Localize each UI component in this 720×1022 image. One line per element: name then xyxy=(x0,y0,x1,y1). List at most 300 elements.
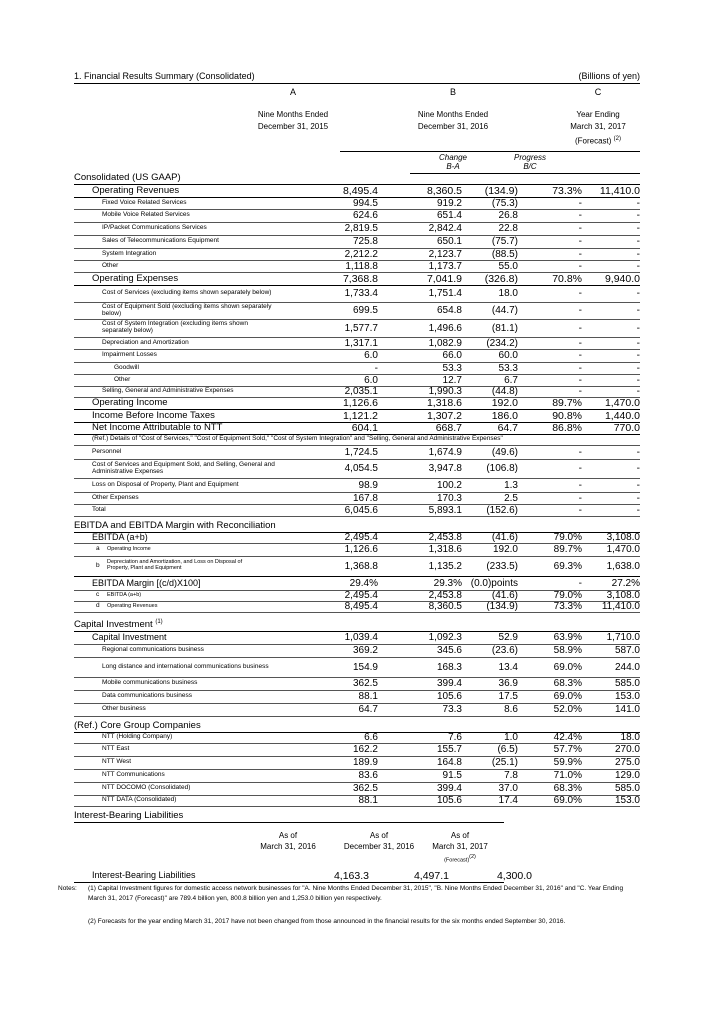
cell-c: (326.8) xyxy=(484,272,518,285)
cell-d: 89.7% xyxy=(553,544,582,555)
cell-e: 270.0 xyxy=(614,744,640,755)
cell-d: 73.3% xyxy=(553,601,582,612)
cell-b: 1,751.4 xyxy=(428,288,462,299)
ibl-head-1-line2: March 31, 2016 xyxy=(260,842,316,851)
row-label: Operating Revenues xyxy=(92,184,180,196)
table-row-operating-revenues xyxy=(74,184,640,198)
row-label: System Integration xyxy=(102,249,157,257)
cell-e: 585.0 xyxy=(614,678,640,689)
cell-a: 98.9 xyxy=(358,479,378,491)
cell-c: 6.7 xyxy=(504,374,518,386)
cell-d: - xyxy=(578,386,582,397)
cell-b: 91.5 xyxy=(442,770,462,781)
cell-e: - xyxy=(636,350,640,361)
cell-d: 63.9% xyxy=(553,632,582,643)
cell-d: 79.0% xyxy=(553,532,582,543)
title-rule xyxy=(74,83,640,84)
progress-formula: B/C xyxy=(523,162,537,171)
notes-prefix: Notes: xyxy=(58,885,77,892)
period-a-line2: December 31, 2015 xyxy=(257,122,329,131)
cell-e: - xyxy=(636,210,640,221)
table-row-cost-of-system-integration-excluding-ite xyxy=(74,319,640,338)
table-row-long-distance-and-international-communic xyxy=(74,657,640,678)
cell-c: (234.2) xyxy=(486,337,518,349)
cell-e: 770.0 xyxy=(613,422,640,434)
row-label: NTT East xyxy=(102,745,130,753)
cell-e: - xyxy=(636,374,640,386)
cell-e: 141.0 xyxy=(614,704,640,715)
table-row-personnel xyxy=(74,445,640,460)
cell-b: 1,496.6 xyxy=(428,322,462,334)
page-title: 1. Financial Results Summary (Consolidated) xyxy=(74,71,255,81)
cell-e: 11,410.0 xyxy=(601,601,640,612)
cell-d: 69.0% xyxy=(553,691,582,702)
cell-b: 53.3 xyxy=(442,362,462,374)
column-letter-c: C xyxy=(594,87,602,97)
section-consolidated-label xyxy=(74,172,181,183)
table-row-ntt-docomo-consolidated xyxy=(74,782,640,796)
cell-b: 3,947.8 xyxy=(428,463,462,474)
note-2: (2) Forecasts for the year ending March 31, 2017 have not been changed from those announced in the financial results for the six months ended September 30, 2016. xyxy=(88,918,566,925)
row-label: NTT DOCOMO (Consolidated) xyxy=(102,784,191,792)
cell-c: 55.0 xyxy=(498,260,518,272)
cell-c: (23.6) xyxy=(491,645,518,656)
table-row-data-communications-business xyxy=(74,690,640,704)
column-period-a xyxy=(228,109,358,133)
table-row-capital-investment xyxy=(74,631,640,645)
column-period-c xyxy=(533,109,663,148)
row-label: Other xyxy=(102,261,119,269)
cell-a: 1,126.6 xyxy=(344,544,378,555)
cell-d: 71.0% xyxy=(553,770,582,781)
cell-b: 1,674.9 xyxy=(428,446,462,458)
table-row-cost-of-services-excluding-items-shown-s xyxy=(74,285,640,303)
cell-d: - xyxy=(578,305,582,316)
row-label: Depreciation and Amortization, and Loss on Disposal of Property, Plant and Equipment xyxy=(107,559,243,571)
section-capital-investment-note-mark: (1) xyxy=(155,618,163,625)
cell-b: 1,990.3 xyxy=(428,386,462,397)
cell-c: 192.0 xyxy=(492,544,518,555)
cell-e: - xyxy=(636,322,640,334)
cell-c: (106.8) xyxy=(486,463,518,474)
cell-e: 129.0 xyxy=(614,770,640,781)
cell-b: 100.2 xyxy=(436,479,462,491)
cell-b: 919.2 xyxy=(436,197,462,209)
cell-e: 1,638.0 xyxy=(606,560,640,572)
cell-b: 1,318.6 xyxy=(426,397,462,409)
cell-b: 1,082.9 xyxy=(428,337,462,349)
cell-c: (44.8) xyxy=(491,386,518,397)
period-b-line2: December 31, 2016 xyxy=(417,122,489,131)
cell-d: 86.8% xyxy=(552,422,582,434)
cell-a: 2,035.1 xyxy=(344,386,378,397)
table-row-income-before-income-taxes xyxy=(74,409,640,423)
cell-d: 68.3% xyxy=(553,678,582,689)
cell-b: 668.7 xyxy=(435,422,462,434)
change-formula: B-A xyxy=(446,162,460,171)
row-label: Cost of Equipment Sold (excluding items shown separately below) xyxy=(102,302,272,317)
cell-a: 1,724.5 xyxy=(344,446,378,458)
cell-d: - xyxy=(578,479,582,491)
cell-d: 69.0% xyxy=(553,661,582,673)
cell-d: - xyxy=(578,350,582,361)
cell-a: 8,495.4 xyxy=(344,601,378,612)
cell-c: (44.7) xyxy=(491,305,518,316)
table-row-ebitda-margin-c-d-x100 xyxy=(74,577,640,591)
cell-c: (6.5) xyxy=(497,744,518,755)
cell-c: 36.9 xyxy=(498,678,518,689)
cell-a: 2,819.5 xyxy=(344,223,378,234)
cell-d: - xyxy=(578,197,582,209)
column-period-b xyxy=(388,109,518,133)
cell-a: 88.1 xyxy=(358,795,378,806)
cell-c: 13.4 xyxy=(498,661,518,673)
cell-a: 8,495.4 xyxy=(342,184,378,197)
cell-e: 3,108.0 xyxy=(606,532,640,543)
cell-e: - xyxy=(636,479,640,491)
cell-d: - xyxy=(578,288,582,299)
cell-d: - xyxy=(578,322,582,334)
cell-a: 6.0 xyxy=(364,374,378,386)
cell-b: 654.8 xyxy=(436,305,462,316)
cell-a: 725.8 xyxy=(352,236,378,247)
row-letter: c xyxy=(96,591,100,599)
column-letter-a: A xyxy=(289,87,296,97)
cell-b: 1,307.2 xyxy=(426,409,462,422)
cell-b: 105.6 xyxy=(436,795,462,806)
cell-a: 6.0 xyxy=(364,350,378,361)
cell-a: 1,121.2 xyxy=(342,409,378,422)
cell-c: 1.3 xyxy=(504,479,518,491)
cell-d: - xyxy=(578,223,582,234)
cell-c: 18.0 xyxy=(498,288,518,299)
cell-b: 12.7 xyxy=(442,374,462,386)
row-label: Data communications business xyxy=(102,692,192,700)
cell-b: 164.8 xyxy=(436,757,462,768)
cell-e: 153.0 xyxy=(614,691,640,702)
cell-b: 5,893.1 xyxy=(428,504,462,516)
cell-e: - xyxy=(636,260,640,272)
cell-e: 153.0 xyxy=(614,795,640,806)
ibl-head-3-line2: March 31, 2017 xyxy=(432,842,488,851)
cell-a: 2,495.4 xyxy=(344,532,378,543)
cell-e: 1,440.0 xyxy=(604,409,640,422)
section-capital-investment xyxy=(74,612,640,632)
cell-c: 26.8 xyxy=(498,210,518,221)
period-a-line1: Nine Months Ended xyxy=(257,110,329,119)
cell-c: (75.3) xyxy=(491,197,518,209)
cell-b: 168.3 xyxy=(436,661,462,673)
row-label: Operating Expenses xyxy=(92,272,179,284)
cell-e: 1,470.0 xyxy=(604,397,640,409)
row-label: Mobile Voice Related Services xyxy=(102,211,190,219)
table-row-loss-on-disposal-of-property-plant-and-e xyxy=(74,478,640,493)
cell-b: 2,842.4 xyxy=(428,223,462,234)
table-row-ntt-east xyxy=(74,743,640,757)
cell-d: - xyxy=(578,362,582,374)
cell-e: - xyxy=(636,223,640,234)
ibl-head-3-line3 xyxy=(415,852,505,867)
row-label: Long distance and international communications business xyxy=(102,662,269,670)
cell-d: 57.7% xyxy=(553,744,582,755)
cell-d: 90.8% xyxy=(552,409,582,422)
cell-e: 587.0 xyxy=(614,645,640,656)
cell-d: - xyxy=(578,446,582,458)
column-letter-b: B xyxy=(449,87,456,97)
ibl-head-1-line1: As of xyxy=(278,831,298,840)
row-label: EBITDA Margin [(c/d)X100] xyxy=(92,577,201,588)
cell-b: 1,318.6 xyxy=(428,544,462,555)
cell-b: 650.1 xyxy=(436,236,462,247)
cell-c: 64.7 xyxy=(497,422,518,434)
ibl-cell-v1: 4,163.3 xyxy=(333,869,369,882)
cell-c: 186.0 xyxy=(491,409,518,422)
period-c-line2: March 31, 2017 xyxy=(570,122,626,131)
cell-b: 170.3 xyxy=(436,492,462,504)
cell-c: (49.6) xyxy=(491,446,518,458)
cell-a: 7,368.8 xyxy=(342,272,378,285)
cell-d: 73.3% xyxy=(552,184,582,197)
table-row-mobile-communications-business xyxy=(74,677,640,691)
cell-a: 994.5 xyxy=(352,197,378,209)
cell-d: 42.4% xyxy=(553,732,582,743)
period-c-forecast: (Forecast) xyxy=(574,136,612,146)
cell-c: 52.9 xyxy=(498,632,518,643)
row-label: Impairment Losses xyxy=(102,351,157,359)
cell-c: 37.0 xyxy=(498,783,518,794)
cell-a: 6,045.6 xyxy=(344,504,378,516)
period-c-line1: Year Ending xyxy=(576,110,620,119)
cell-c: (41.6) xyxy=(491,590,518,601)
cell-d: 59.9% xyxy=(553,757,582,768)
cell-d: - xyxy=(578,578,582,589)
row-label: Cost of Services (excluding items shown separately below) xyxy=(102,289,272,297)
cell-b: 1,135.2 xyxy=(428,560,462,572)
cell-c: 17.4 xyxy=(498,795,518,806)
cell-c: (0.0)points xyxy=(470,578,518,589)
cell-c: (134.9) xyxy=(484,184,518,197)
cell-a: 1,368.8 xyxy=(344,560,378,572)
cell-d: - xyxy=(578,463,582,474)
cell-e: 244.0 xyxy=(614,661,640,673)
cell-c: (81.1) xyxy=(491,322,518,334)
row-label: Other business xyxy=(102,705,146,713)
cell-c: 17.5 xyxy=(498,691,518,702)
row-label: Income Before Income Taxes xyxy=(92,409,215,421)
cell-e: 11,410.0 xyxy=(599,184,640,197)
row-label: Other Expenses xyxy=(92,493,139,501)
cell-a: 1,039.4 xyxy=(344,632,378,643)
cell-b: 345.6 xyxy=(436,645,462,656)
row-letter: b xyxy=(96,561,100,569)
table-row-other-business xyxy=(74,703,640,717)
cell-b: 399.4 xyxy=(436,783,462,794)
row-label: IP/Packet Communications Services xyxy=(102,224,207,232)
row-label: Regional communications business xyxy=(102,646,204,654)
cell-c: 22.8 xyxy=(498,223,518,234)
cell-a: 162.2 xyxy=(352,744,378,755)
row-label: Operating Income xyxy=(107,545,151,552)
ibl-cell-v3: 4,300.0 xyxy=(496,869,532,882)
cell-a: 369.2 xyxy=(352,645,378,656)
cell-b: 105.6 xyxy=(436,691,462,702)
cell-a: 1,118.8 xyxy=(345,260,378,272)
row-label: NTT West xyxy=(102,758,132,766)
cell-a: 29.4% xyxy=(349,578,378,589)
cell-b: 651.4 xyxy=(436,210,462,221)
row-label: Cost of Services and Equipment Sold, and Selling, General and Administrative Expenses xyxy=(92,460,275,475)
cell-e: 585.0 xyxy=(614,783,640,794)
row-label: NTT DATA (Consolidated) xyxy=(102,796,177,804)
cell-c: (152.6) xyxy=(486,504,518,516)
cell-e: - xyxy=(636,248,640,260)
cell-d: - xyxy=(578,337,582,349)
cell-c: (134.9) xyxy=(486,601,518,612)
row-label: Loss on Disposal of Property, Plant and Equipment xyxy=(92,480,239,488)
ibl-head-3-mark: (2) xyxy=(469,854,476,860)
row-label: Cost of System Integration (excluding items shown separately below) xyxy=(102,320,248,334)
cell-a: 1,733.4 xyxy=(344,288,378,299)
cell-e: 275.0 xyxy=(614,757,640,768)
section-interest-bearing-text: Interest-Bearing Liabilities xyxy=(74,810,184,821)
period-b-line1: Nine Months Ended xyxy=(417,110,489,119)
cell-c: 8.6 xyxy=(504,704,518,715)
cell-d: 52.0% xyxy=(553,704,582,715)
cell-a: 189.9 xyxy=(352,757,378,768)
cell-a: 83.6 xyxy=(358,770,378,781)
section-consolidated-text: Consolidated (US GAAP) xyxy=(74,172,181,183)
cell-d: - xyxy=(578,210,582,221)
row-label: EBITDA (a+b) xyxy=(107,591,142,598)
row-label: EBITDA (a+b) xyxy=(92,531,148,542)
cell-a: 1,317.1 xyxy=(344,337,378,349)
cell-c: (41.6) xyxy=(491,532,518,543)
cell-a: 167.8 xyxy=(352,492,378,504)
section-core-group-label xyxy=(74,720,201,731)
section-capital-investment-text: Capital Investment xyxy=(74,619,153,630)
ibl-head-2 xyxy=(334,830,424,852)
cell-b: 1,092.3 xyxy=(428,632,462,643)
change-header: Change xyxy=(438,153,468,162)
cell-c: (233.5) xyxy=(486,560,518,572)
cell-a: 1,126.6 xyxy=(342,397,378,409)
cell-e: - xyxy=(636,386,640,397)
section-capital-investment-label xyxy=(74,619,163,630)
cell-d: 79.0% xyxy=(553,590,582,601)
cell-e: 27.2% xyxy=(611,578,640,589)
section-core-group xyxy=(74,716,640,733)
cell-d: - xyxy=(578,504,582,516)
ibl-head-3-line1: As of xyxy=(450,831,470,840)
cell-a: 6.6 xyxy=(364,732,378,743)
cell-e: - xyxy=(636,463,640,474)
row-label: Capital Investment xyxy=(92,631,167,642)
table-row-cost-of-equipment-sold-excluding-items-s xyxy=(74,302,640,320)
cell-e: 3,108.0 xyxy=(606,590,640,601)
period-c-line3 xyxy=(533,133,663,148)
ibl-head-3 xyxy=(415,830,505,867)
cell-e: 1,710.0 xyxy=(606,632,640,643)
progress-header: Progress xyxy=(513,153,546,162)
cell-e: - xyxy=(636,305,640,316)
row-label: Operating Revenues xyxy=(107,602,158,609)
section-interest-bearing xyxy=(74,806,504,823)
row-label: Other xyxy=(114,375,131,383)
row-label: (Ref.) Details of "Cost of Services," "Cost of Equipment Sold," "Cost of System Integration" and "Selling, General and Administrative Expenses" xyxy=(92,435,503,443)
cell-b: 66.0 xyxy=(442,350,462,361)
cell-c: 7.8 xyxy=(504,770,518,781)
cell-e: - xyxy=(636,446,640,458)
row-label: Selling, General and Administrative Expenses xyxy=(102,387,234,395)
cell-d: - xyxy=(578,236,582,247)
row-label: Sales of Telecommunications Equipment xyxy=(102,237,219,245)
cell-a: 64.7 xyxy=(358,704,378,715)
cell-b: 2,453.8 xyxy=(428,590,462,601)
table-row-impairment-losses xyxy=(74,349,640,363)
table-row-interest-bearing-liabilities xyxy=(74,869,532,883)
ibl-head-2-line1: As of xyxy=(369,831,389,840)
row-letter: a xyxy=(96,545,100,553)
table-row-cost-of-services-and-equipment-sold-and- xyxy=(74,459,640,479)
section-ebitda xyxy=(74,516,640,533)
cell-e: 1,470.0 xyxy=(606,544,640,555)
cell-b: 8,360.5 xyxy=(426,184,462,197)
cell-d: - xyxy=(578,374,582,386)
cell-e: - xyxy=(636,236,640,247)
table-row-ntt-west xyxy=(74,756,640,770)
cell-b: 7,041.9 xyxy=(426,272,462,285)
table-row-ip-packet-communications-services xyxy=(74,222,640,236)
period-c-note-mark: (2) xyxy=(613,136,622,142)
cell-a: 362.5 xyxy=(352,783,378,794)
cell-e: 9,940.0 xyxy=(604,272,640,285)
row-label: Operating Income xyxy=(92,397,168,409)
unit-label: (Billions of yen) xyxy=(578,71,640,81)
cell-c: 2.5 xyxy=(504,492,518,504)
cell-d: 69.0% xyxy=(553,795,582,806)
cell-b: 2,453.8 xyxy=(428,532,462,543)
cell-d: - xyxy=(578,248,582,260)
row-label: Goodwill xyxy=(114,363,139,371)
cell-b: 7.6 xyxy=(448,732,462,743)
cell-e: - xyxy=(636,504,640,516)
row-label: Interest-Bearing Liabilities xyxy=(92,869,196,880)
cell-d: - xyxy=(578,260,582,272)
cell-a: 604.1 xyxy=(351,422,378,434)
cell-c: 53.3 xyxy=(498,362,518,374)
table-row-mobile-voice-related-services xyxy=(74,209,640,223)
row-label: Personnel xyxy=(92,447,122,455)
row-label: Net Income Attributable to NTT xyxy=(92,422,223,434)
table-row-b-depreciation-and-amortization-and-loss xyxy=(74,556,640,577)
cell-a: 362.5 xyxy=(352,678,378,689)
table-row-regional-communications-business xyxy=(74,644,640,658)
cell-c: (75.7) xyxy=(491,236,518,247)
cell-e: - xyxy=(636,337,640,349)
header-rule xyxy=(340,151,640,152)
ibl-cell-v2: 4,497.1 xyxy=(413,869,449,882)
cell-d: 89.7% xyxy=(552,397,582,409)
row-label: NTT Communications xyxy=(102,771,165,779)
cell-d: 58.9% xyxy=(553,645,582,656)
ibl-head-2-line2: December 31, 2016 xyxy=(343,842,415,851)
table-row-operating-expenses xyxy=(74,272,640,286)
note-1: (1) Capital Investment figures for domestic access network businesses for "A. Nine Months Ended December 31, 2015", "B. Nine Months Ended December 31, 2016" and "C. Year Ending March 31, 2017 (Forecast)" are 789.4 billion yen, 800.8 billion yen and 1,253.0 billion yen respectively. xyxy=(88,885,624,902)
cell-e: - xyxy=(636,492,640,504)
section-interest-bearing-label xyxy=(74,810,183,821)
section-ebitda-text: EBITDA and EBITDA Margin with Reconciliation xyxy=(74,520,276,531)
cell-a: 88.1 xyxy=(358,691,378,702)
